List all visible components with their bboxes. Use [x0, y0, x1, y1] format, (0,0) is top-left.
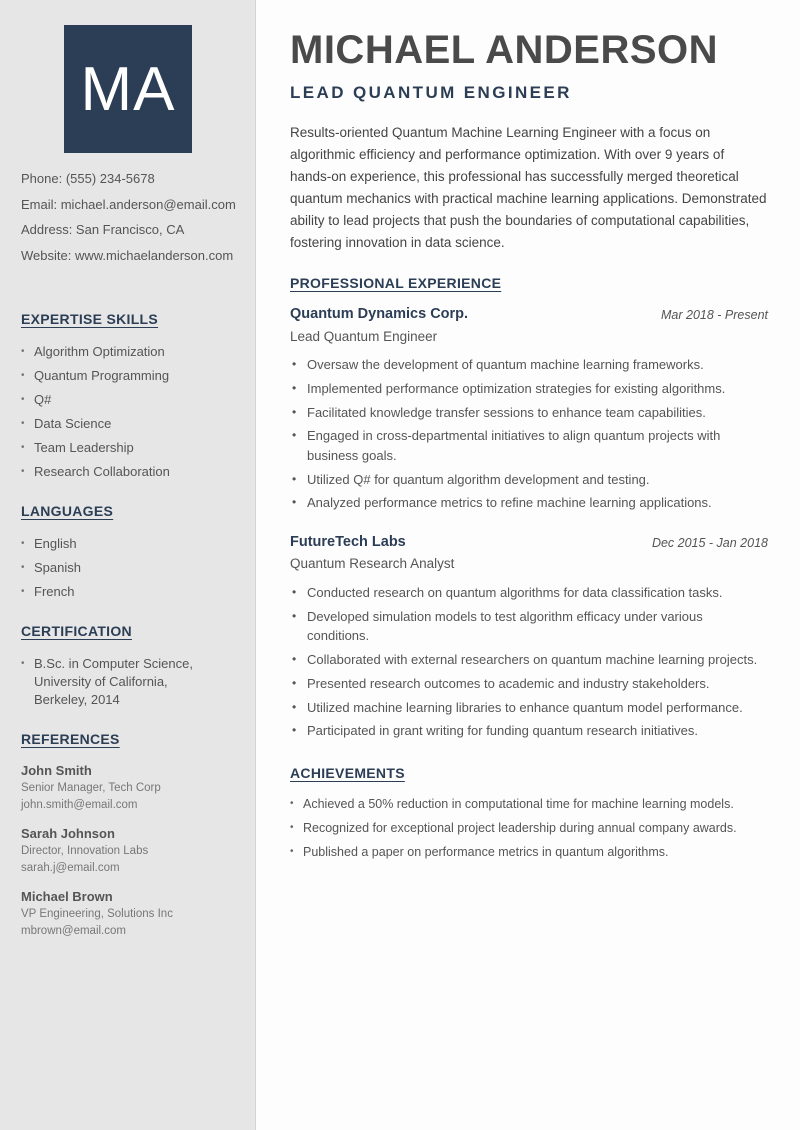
reference-title: VP Engineering, Solutions Inc	[21, 908, 173, 920]
initials: MA	[80, 54, 176, 124]
contact-website: Website: www.michaelanderson.com	[21, 247, 234, 263]
profile-summary: Results-oriented Quantum Machine Learning Engineer with a focus on algorithmic efficiency and performance optimization. With over 9 years of hands-on experience, this professional has successfully merged theoretical quantum mechanics with practical machine learning applications. Demonstrated ability to lead projects that push the boundaries of computational capabilities, fostering innovation in data science.	[290, 125, 767, 250]
contact-address: Address: San Francisco, CA	[21, 222, 185, 237]
certification-heading: CERTIFICATION	[21, 623, 132, 639]
monogram-avatar	[64, 25, 192, 153]
sidebar	[0, 0, 256, 1130]
achievements-heading: ACHIEVEMENTS	[290, 765, 405, 781]
skills-heading: EXPERTISE SKILLS	[21, 311, 159, 327]
job-bullet: • Conducted research on quantum algorithms for data classification tasks.	[290, 583, 768, 603]
language-item: • French	[21, 583, 236, 601]
job-bullet: • Participated in grant writing for funding quantum research initiatives.	[290, 721, 768, 741]
job-bullet: • Developed simulation models to test algorithm efficacy under various conditions.	[290, 607, 768, 646]
achievement-item: • Published a paper on performance metrics in quantum algorithms.	[290, 843, 768, 861]
language-item: • English	[21, 535, 236, 553]
reference-entry	[21, 888, 255, 940]
job-bullet: • Collaborated with external researchers on quantum machine learning projects.	[290, 650, 768, 670]
job-bullets	[290, 355, 768, 517]
job-company: FutureTech Labs	[290, 534, 406, 550]
languages-heading: LANGUAGES	[21, 503, 114, 519]
achievements-list	[290, 795, 768, 867]
certification-item: • B.Sc. in Computer Science, University of California, Berkeley, 2014	[21, 655, 221, 709]
reference-entry	[21, 762, 255, 814]
reference-title: Senior Manager, Tech Corp	[21, 782, 161, 794]
job-bullet: • Oversaw the development of quantum machine learning frameworks.	[290, 355, 768, 375]
reference-name: Sarah Johnson	[21, 826, 115, 841]
achievement-item: • Recognized for exceptional project leadership during annual company awards.	[290, 819, 768, 837]
job-bullet: • Facilitated knowledge transfer sessions to enhance team capabilities.	[290, 403, 768, 423]
experience-heading: PROFESSIONAL EXPERIENCE	[290, 275, 502, 291]
achievement-item: • Achieved a 50% reduction in computational time for machine learning models.	[290, 795, 768, 813]
reference-email: john.smith@email.com	[21, 799, 138, 811]
job-bullet: • Presented research outcomes to academic and industry stakeholders.	[290, 674, 768, 694]
job-company: Quantum Dynamics Corp.	[290, 306, 469, 322]
job-title: Quantum Research Analyst	[290, 556, 455, 571]
reference-name: Michael Brown	[21, 889, 113, 904]
job-bullet: • Utilized Q# for quantum algorithm development and testing.	[290, 470, 768, 490]
skill-item: • Algorithm Optimization	[21, 343, 236, 361]
job-bullet: • Analyzed performance metrics to refine machine learning applications.	[290, 493, 768, 513]
job-bullet: • Utilized machine learning libraries to enhance quantum model performance.	[290, 698, 768, 718]
job-dates: Dec 2015 - Jan 2018	[651, 536, 768, 550]
contact-info	[21, 171, 255, 273]
reference-entry	[21, 825, 255, 877]
contact-email: Email: michael.anderson@email.com	[21, 196, 236, 212]
reference-title: Director, Innovation Labs	[21, 845, 149, 857]
reference-email: sarah.j@email.com	[21, 862, 120, 874]
candidate-role: LEAD QUANTUM ENGINEER	[290, 83, 572, 102]
reference-name: John Smith	[21, 763, 92, 778]
certification-list	[21, 655, 255, 709]
job-bullet: • Engaged in cross-departmental initiatives to align quantum projects with business goals.	[290, 426, 768, 465]
skill-item: • Quantum Programming	[21, 367, 236, 385]
job-bullets	[290, 583, 768, 745]
language-item: • Spanish	[21, 559, 236, 577]
skills-list	[21, 343, 255, 481]
skill-item: • Q#	[21, 391, 236, 409]
job-title: Lead Quantum Engineer	[290, 329, 438, 344]
job-dates: Mar 2018 - Present	[661, 308, 768, 322]
skill-item: • Research Collaboration	[21, 463, 236, 481]
candidate-name: MICHAEL ANDERSON	[290, 28, 719, 72]
skill-item: • Data Science	[21, 415, 236, 433]
references-heading: REFERENCES	[21, 731, 120, 747]
skill-item: • Team Leadership	[21, 439, 236, 457]
job-bullet: • Implemented performance optimization strategies for existing algorithms.	[290, 379, 768, 399]
contact-phone: Phone: (555) 234-5678	[21, 171, 155, 186]
languages-list	[21, 535, 255, 601]
reference-email: mbrown@email.com	[21, 925, 126, 937]
